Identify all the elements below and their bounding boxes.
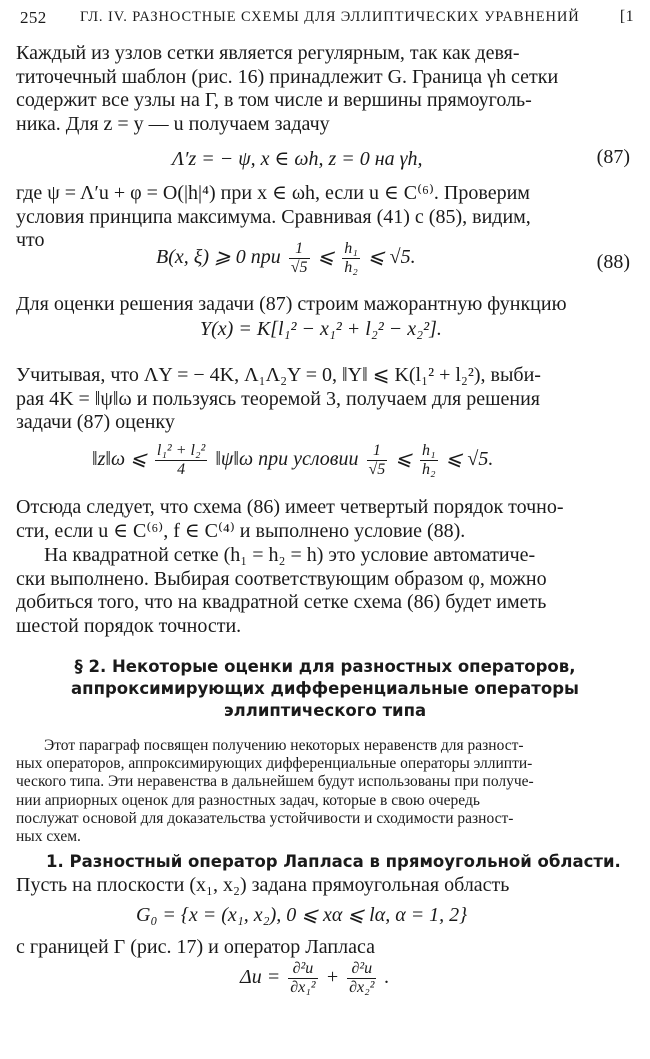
- fraction-denominator: √5: [290, 259, 308, 276]
- fraction-numerator: 1: [367, 442, 388, 461]
- fraction-h1-over-h2: [420, 442, 438, 479]
- text-line: с границей Γ (рис. 17) и оператор Лапласа: [16, 936, 375, 958]
- text-line: содержит все узлы на Γ, в том числе и вершины прямоуголь-: [16, 89, 532, 111]
- fraction-denominator: 4: [177, 461, 186, 478]
- fraction-denominator: ∂x₂²: [349, 979, 375, 996]
- heading-line: аппроксимирующих дифференциальные операторы: [71, 679, 579, 698]
- paragraph-5: [16, 496, 630, 543]
- fraction-numerator: 1: [289, 240, 310, 259]
- estimate-rhs: ⩽ √5.: [445, 448, 494, 471]
- equation-number-88: (88): [596, 251, 630, 273]
- subsection-title: 1. Разностный оператор Лапласа в прямоугольной области.: [46, 852, 621, 871]
- laplace-plus: +: [325, 966, 340, 989]
- page-number: 252: [20, 8, 47, 27]
- text-line: Учитывая, что ΛY = − 4K, Λ₁Λ₂Y = 0, ‖Y‖ ⩽ K(l₁² + l₂²), выби-: [16, 364, 541, 386]
- estimate-lhs: ‖z‖ω ⩽: [92, 448, 147, 471]
- fraction-numerator: h₁: [422, 442, 436, 459]
- equation-87: Λ′z = − ψ, x ∈ ωh, z = 0 на γh,: [172, 148, 423, 170]
- text-line: титочечный шаблон (рис. 16) принадлежит G. Граница γh сетки: [16, 65, 559, 88]
- intro-line: нии априорных оценок для разностных задач, которые в свою очередь: [16, 791, 480, 809]
- paragraph-6: [16, 544, 630, 638]
- fraction-1-over-sqrt5: [367, 442, 388, 479]
- text-line: Каждый из узлов сетки является регулярным, так как девя-: [16, 42, 520, 64]
- text-line: ски выполнено. Выбирая соответствующим образом φ, можно: [16, 567, 547, 590]
- heading-line: § 2. Некоторые оценки для разностных операторов,: [74, 657, 576, 676]
- equation-majorant: Y(x) = K[l₁² − x₁² + l₂² − x₂²].: [200, 318, 442, 340]
- laplace-end: .: [384, 966, 390, 989]
- text-line: условия принципа максимума. Сравнивая (41) с (85), видим,: [16, 205, 531, 228]
- text-line: Отсюда следует, что схема (86) имеет четвертый порядок точно-: [16, 496, 564, 518]
- fraction-h1-over-h2: [342, 240, 360, 277]
- running-header: [16, 8, 634, 34]
- section-intro: [16, 737, 630, 846]
- section-heading: [0, 656, 650, 722]
- text-line: Пусть на плоскости (x₁, x₂) задана прямоугольная область: [16, 873, 510, 896]
- text-line: добиться того, что на квадратной сетке схема (86) будет иметь: [16, 591, 547, 613]
- fraction-d2u-dx2: [347, 960, 376, 997]
- equation-88-lhs: B(x, ξ) ⩾ 0 при: [156, 246, 281, 269]
- fraction-denominator: ∂x₁²: [290, 979, 316, 996]
- text-line: ника. Для z = y — u получаем задачу: [16, 112, 330, 135]
- text-line: сти, если u ∈ C⁽⁶⁾, f ∈ C⁽⁴⁾ и выполнено условие (88).: [16, 519, 466, 542]
- text-line: что: [16, 229, 45, 251]
- fraction-numerator: h₁: [344, 240, 358, 257]
- fraction-numerator: ∂²u: [347, 960, 376, 979]
- section-mark: [1: [619, 8, 634, 25]
- intro-line: ных операторов, аппроксимирующих дифференциальные операторы эллипти-: [16, 755, 533, 773]
- intro-line: Этот параграф посвящен получению некоторых неравенств для разност-: [44, 737, 524, 754]
- heading-line: эллиптического типа: [223, 701, 427, 720]
- fraction-denominator: h₂: [344, 259, 358, 276]
- fraction-d2u-dx1: [288, 960, 317, 997]
- intro-line: послужат основой для доказательства устойчивости и сходимости разност-: [16, 809, 514, 827]
- paragraph-7: [16, 936, 630, 960]
- text-line: рая 4K = ‖ψ‖ω и пользуясь теоремой 3, получаем для решения: [16, 387, 540, 410]
- laplace-lhs: Δu =: [240, 966, 281, 989]
- equation-88-rhs: ⩽ √5.: [367, 246, 416, 269]
- equation-estimate: ‖z‖ω ⩽ $\frac{\text{l₁² + l₂²}}{4}$ ‖ψ‖ω при условии $\frac{1}{√5}$ ⩽ $\frac{\text{h₁}}{\text{h₂}}$ ⩽ √5.: [92, 442, 494, 478]
- paragraph-3: [16, 293, 630, 317]
- text-line: шестой порядок точности.: [16, 614, 242, 637]
- equation-domain: G₀ = {x = (x₁, x₂), 0 ⩽ xα ⩽ lα, α = 1, 2}: [136, 904, 468, 926]
- intro-line: ческого типа. Эти неравенства в дальнейшем будут использованы при получе-: [16, 773, 534, 791]
- paragraph-1: [16, 42, 630, 136]
- equation-laplace: [240, 960, 389, 997]
- intro-line: ных схем.: [16, 828, 81, 846]
- running-title: ГЛ. IV. РАЗНОСТНЫЕ СХЕМЫ ДЛЯ ЭЛЛИПТИЧЕСКИХ УРАВНЕНИЙ: [80, 9, 580, 25]
- text-line: задачи (87) оценку: [16, 411, 175, 433]
- subsection-1: [16, 850, 630, 897]
- fraction-l-sum-over-4: [155, 442, 207, 479]
- fraction-numerator: ∂²u: [288, 960, 317, 979]
- text-line: где ψ = Λ′u + φ = O(|h|⁴) при x ∈ ωh, если u ∈ C⁽⁶⁾. Проверим: [16, 182, 530, 204]
- equation-88: B(x, ξ) ⩾ 0 при $\frac{1}{√5}$ ⩽ $\frac{\text{h₁}}{\text{h₂}}$ ⩽ √5.: [156, 240, 416, 276]
- paragraph-4: [16, 364, 630, 435]
- fraction-denominator: h₂: [422, 461, 436, 478]
- fraction-numerator: l₁² + l₂²: [156, 442, 206, 459]
- text-line: Для оценки решения задачи (87) строим мажорантную функцию: [16, 293, 567, 315]
- equation-number-87: (87): [596, 146, 630, 168]
- estimate-mid: ‖ψ‖ω при условии: [215, 448, 359, 471]
- fraction-denominator: √5: [368, 461, 386, 478]
- fraction-1-over-sqrt5: [289, 240, 310, 277]
- text-line: На квадратной сетке (h₁ = h₂ = h) это условие автоматиче-: [44, 544, 536, 566]
